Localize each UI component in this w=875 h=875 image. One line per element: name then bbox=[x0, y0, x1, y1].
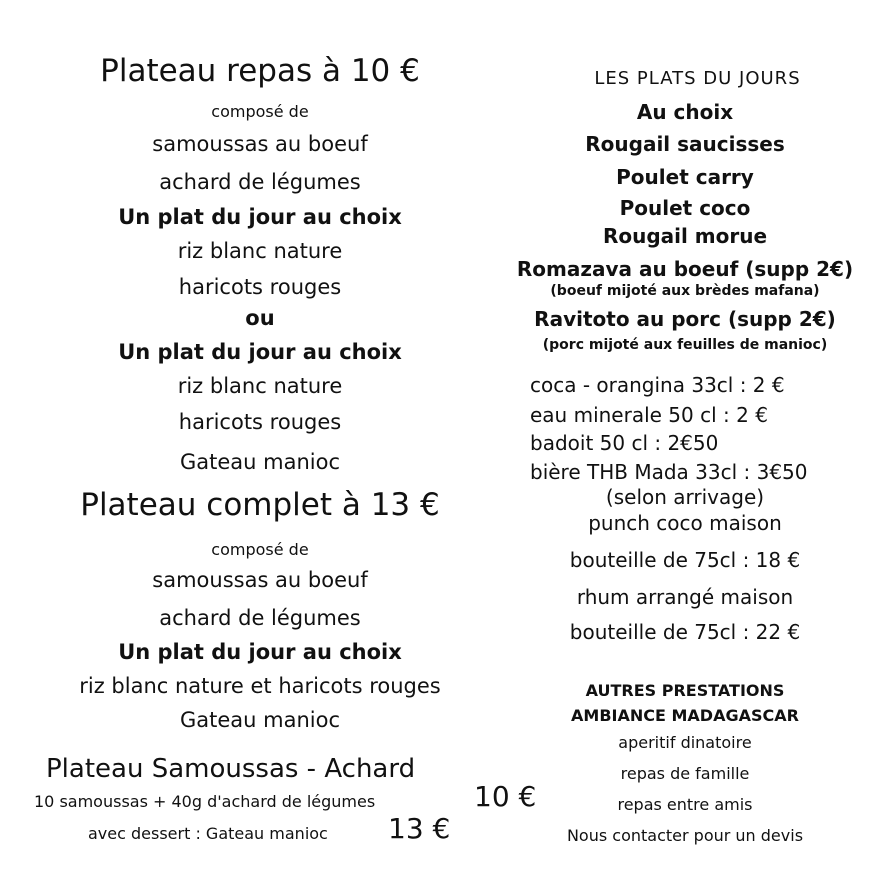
drink-item: bouteille de 75cl : 22 € bbox=[569, 620, 801, 644]
menu-item-highlight: Un plat du jour au choix bbox=[118, 640, 402, 664]
drink-item: eau minerale 50 cl : 2 € bbox=[530, 403, 768, 427]
menu-item: samoussas au boeuf bbox=[152, 132, 368, 156]
compose-label: composé de bbox=[211, 102, 309, 121]
drink-item: rhum arrangé maison bbox=[576, 585, 794, 609]
drink-item: bouteille de 75cl : 18 € bbox=[569, 548, 801, 572]
menu-item: riz blanc nature bbox=[177, 374, 343, 398]
dish-item: Rougail morue bbox=[602, 224, 768, 248]
menu-item: riz blanc nature bbox=[177, 239, 343, 263]
menu-item: achard de légumes bbox=[159, 606, 361, 630]
menu-item-highlight: Un plat du jour au choix bbox=[118, 340, 402, 364]
section-header: AMBIANCE MADAGASCAR bbox=[571, 706, 799, 725]
price: 13 € bbox=[388, 812, 451, 845]
service-item: repas entre amis bbox=[617, 795, 753, 814]
menu-item: riz blanc nature et haricots rouges bbox=[79, 674, 441, 698]
dish-item: Rougail saucisses bbox=[585, 132, 785, 156]
plateau-repas-title: Plateau repas à 10 € bbox=[100, 53, 420, 89]
service-item: Nous contacter pour un devis bbox=[566, 826, 804, 845]
menu-item-highlight: Un plat du jour au choix bbox=[118, 205, 402, 229]
compose-label: composé de bbox=[211, 540, 309, 559]
au-choix-label: Au choix bbox=[636, 100, 734, 124]
dish-item: Poulet carry bbox=[616, 165, 754, 189]
drink-item: coca - orangina 33cl : 2 € bbox=[530, 373, 785, 397]
dish-note: (porc mijoté aux feuilles de manioc) bbox=[542, 337, 828, 353]
drink-item: punch coco maison bbox=[588, 511, 782, 535]
menu-item: haricots rouges bbox=[178, 410, 342, 434]
plateau-samoussas-title: Plateau Samoussas - Achard bbox=[46, 754, 416, 784]
menu-item: achard de légumes bbox=[159, 170, 361, 194]
plateau-complet-title: Plateau complet à 13 € bbox=[80, 487, 440, 523]
section-header: LES PLATS DU JOURS bbox=[594, 68, 801, 89]
or-separator: ou bbox=[245, 306, 275, 330]
menu-item: Gateau manioc bbox=[179, 708, 340, 732]
service-item: aperitif dinatoire bbox=[618, 733, 752, 752]
price: 10 € bbox=[474, 780, 537, 813]
plateau-samoussas-line: avec dessert : Gateau manioc bbox=[88, 824, 328, 843]
dish-note: (boeuf mijoté aux brèdes mafana) bbox=[550, 283, 820, 299]
menu-item: samoussas au boeuf bbox=[152, 568, 368, 592]
dish-item: Poulet coco bbox=[619, 196, 751, 220]
drink-item: bière THB Mada 33cl : 3€50 bbox=[530, 460, 808, 484]
menu-item: Gateau manioc bbox=[179, 450, 340, 474]
dish-item: Ravitoto au porc (supp 2€) bbox=[534, 307, 836, 331]
service-item: repas de famille bbox=[620, 764, 750, 783]
menu-item: haricots rouges bbox=[178, 275, 342, 299]
section-header: AUTRES PRESTATIONS bbox=[585, 681, 785, 700]
plateau-samoussas-line: 10 samoussas + 40g d'achard de légumes bbox=[34, 792, 376, 811]
drink-item: badoit 50 cl : 2€50 bbox=[530, 431, 719, 455]
drink-note: (selon arrivage) bbox=[605, 485, 765, 509]
dish-item: Romazava au boeuf (supp 2€) bbox=[516, 257, 854, 281]
